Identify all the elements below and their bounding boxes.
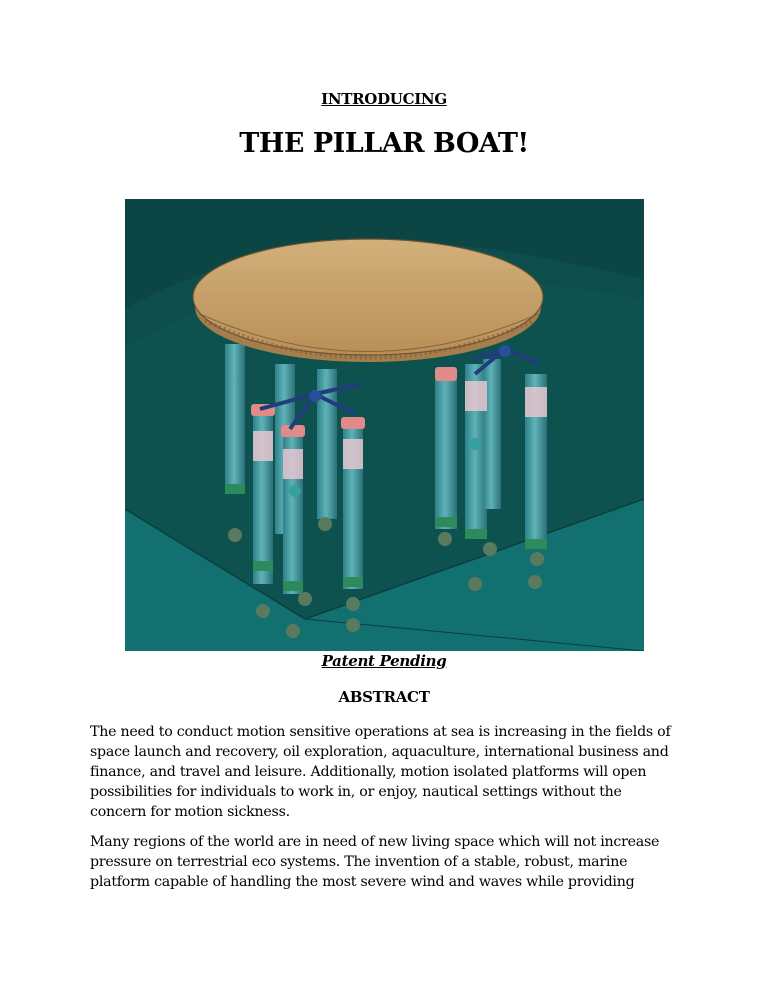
text-line: Many regions of the world are in need of new living space which will not increase [90, 834, 660, 850]
deck [193, 239, 543, 362]
intro-kicker: INTRODUCING [321, 90, 447, 108]
page-title: THE PILLAR BOAT! [239, 128, 529, 159]
text-line: The need to conduct motion sensitive operations at sea is increasing in the fields of [90, 724, 671, 740]
figure-caption: Patent Pending [321, 652, 447, 670]
text-line: platform capable of handling the most severe wind and waves while providing [90, 874, 635, 890]
text-line: possibilities for individuals to work in, or enjoy, nautical settings without the [90, 784, 622, 800]
text-line: concern for motion sickness. [90, 804, 290, 820]
pillar-boat-illustration [125, 199, 644, 651]
abstract-paragraph-2 [90, 832, 680, 892]
abstract-heading: ABSTRACT [338, 688, 430, 706]
abstract-paragraph-1 [90, 722, 680, 822]
text-line: finance, and travel and leisure. Additionally, motion isolated platforms will open [90, 764, 647, 780]
text-line: space launch and recovery, oil exploration, aquaculture, international business and [90, 744, 669, 760]
text-line: pressure on terrestrial eco systems. The invention of a stable, robust, marine [90, 854, 628, 870]
